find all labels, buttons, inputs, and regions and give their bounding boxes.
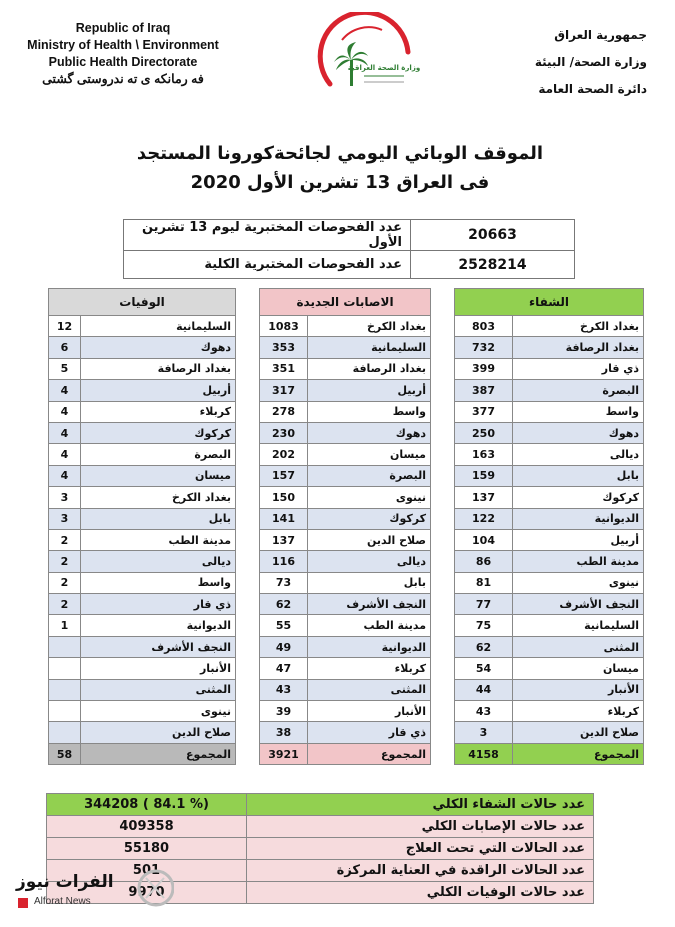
total-value: 4158 [455,743,513,764]
tests-daily-row [124,220,575,251]
row-value [49,722,81,743]
summary-value: 409358 [47,816,247,838]
row-value: 2 [49,529,81,550]
row-value: 4 [49,401,81,422]
row-governorate: صلاح الدين [81,722,236,743]
watermark-english: Alforat News [34,896,91,907]
table-row [455,551,644,572]
row-value: 86 [455,551,513,572]
row-value: 104 [455,529,513,550]
summary-value: 501 [47,860,247,882]
table-row [455,722,644,743]
tests-table [123,219,575,279]
row-value: 6 [49,337,81,358]
new-cases-table [259,288,431,765]
row-value: 38 [260,722,308,743]
logo-text: وزارة الصحة العراقية [347,64,421,72]
row-governorate: كربلاء [81,401,236,422]
table-row [49,701,236,722]
row-value: 3 [49,487,81,508]
row-governorate: بغداد الكرخ [308,316,431,337]
row-value: 44 [455,679,513,700]
header-en-line4: فه رمانكه ى ته ندروستى گشتى [42,72,204,86]
table-row [455,444,644,465]
row-value: 43 [455,701,513,722]
row-value: 3 [49,508,81,529]
row-governorate: بابل [308,572,431,593]
table-row [260,615,431,636]
row-governorate: أربيل [81,380,236,401]
summary-value: 9970 [47,882,247,904]
row-governorate: دهوك [513,422,644,443]
row-governorate: صلاح الدين [513,722,644,743]
table-row [49,487,236,508]
row-value: 4 [49,465,81,486]
table-row [260,701,431,722]
tests-total-value: 2528214 [411,251,575,279]
row-value: 230 [260,422,308,443]
row-governorate: الأنبار [513,679,644,700]
row-value: 75 [455,615,513,636]
row-governorate: ميسان [308,444,431,465]
row-value: 2 [49,594,81,615]
row-value: 2 [49,572,81,593]
total-value: 3921 [260,743,308,764]
tests-daily-value: 20663 [411,220,575,251]
row-governorate: نينوى [513,572,644,593]
row-governorate: السليمانية [308,337,431,358]
summary-label: عدد الحالات التي تحت العلاج [247,838,594,860]
table-row [455,380,644,401]
table-row [260,572,431,593]
page-subtitle: فى العراق 13 تشرين الأول 2020 [190,172,490,193]
summary-label: عدد حالات الإصابات الكلي [247,816,594,838]
row-governorate: واسط [81,572,236,593]
table-row [49,508,236,529]
row-governorate: كربلاء [513,701,644,722]
row-governorate: الديوانية [308,636,431,657]
row-value: 163 [455,444,513,465]
row-governorate: المثنى [513,636,644,657]
row-value: 122 [455,508,513,529]
table-row [49,572,236,593]
table-row [260,487,431,508]
row-value: 202 [260,444,308,465]
table-row [260,316,431,337]
row-value: 250 [455,422,513,443]
table-row [260,422,431,443]
row-governorate: ديالى [513,444,644,465]
row-governorate: ديالى [308,551,431,572]
summary-value: 344208 ( 84.1 %) [47,794,247,816]
table-row [49,422,236,443]
row-value: 73 [260,572,308,593]
total-label: المجموع [81,743,236,764]
table-row [455,679,644,700]
header-ar-line1: جمهورية العراق [554,28,647,42]
table-row [49,444,236,465]
table-row [49,358,236,379]
row-value: 62 [260,594,308,615]
row-governorate: مدينة الطب [81,529,236,550]
row-value: 803 [455,316,513,337]
row-value: 49 [260,636,308,657]
total-row [49,743,236,764]
row-governorate: بغداد الرصافة [513,337,644,358]
row-value: 1 [49,615,81,636]
row-governorate: المثنى [81,679,236,700]
row-governorate: النجف الأشرف [81,636,236,657]
table-row [455,316,644,337]
table-row [455,465,644,486]
row-governorate: الأنبار [81,658,236,679]
row-value: 12 [49,316,81,337]
table-row [455,615,644,636]
row-governorate: مدينة الطب [513,551,644,572]
row-governorate: واسط [308,401,431,422]
table-row [455,358,644,379]
table-row [49,551,236,572]
row-value: 5 [49,358,81,379]
row-value: 141 [260,508,308,529]
row-value: 157 [260,465,308,486]
table-row [455,422,644,443]
table-row [49,401,236,422]
table-row [455,594,644,615]
row-value: 62 [455,636,513,657]
table-row [455,401,644,422]
table-row [260,380,431,401]
row-governorate: ديالى [81,551,236,572]
header-arabic [467,22,647,103]
row-value: 150 [260,487,308,508]
table-row [49,337,236,358]
header-en-line3: Public Health Directorate [48,55,198,69]
summary-label: عدد الحالات الراقدة في العناية المركزة [247,860,594,882]
tests-daily-label: عدد الفحوصات المختبرية ليوم 13 تشرين الأول [124,220,411,251]
deaths-table [48,288,236,765]
table-row [260,401,431,422]
header-ar-line2: وزارة الصحة/ البيئة [534,55,647,69]
table-row [260,594,431,615]
row-value: 81 [455,572,513,593]
row-value: 55 [260,615,308,636]
row-governorate: السليمانية [513,615,644,636]
row-governorate: ذي قار [308,722,431,743]
row-governorate: البصرة [308,465,431,486]
row-governorate: بغداد الرصافة [81,358,236,379]
row-value: 1083 [260,316,308,337]
row-governorate: واسط [513,401,644,422]
tests-total-row [124,251,575,279]
row-governorate: كركوك [308,508,431,529]
table-row [455,529,644,550]
table-row [260,529,431,550]
row-governorate: بابل [513,465,644,486]
row-value: 278 [260,401,308,422]
row-governorate: كربلاء [308,658,431,679]
watermark-arabic: الفرات نيوز [16,872,114,892]
table-row [49,465,236,486]
row-governorate: المثنى [308,679,431,700]
table-row [260,658,431,679]
table-row [49,316,236,337]
summary-row [47,794,594,816]
summary-row [47,816,594,838]
table-row [260,679,431,700]
table-row [455,508,644,529]
row-value: 159 [455,465,513,486]
total-label: المجموع [513,743,644,764]
total-row [455,743,644,764]
recovered-table [454,288,644,765]
row-value: 4 [49,444,81,465]
table-row [260,465,431,486]
table-row [260,722,431,743]
row-value [49,679,81,700]
total-label: المجموع [308,743,431,764]
table-row [455,487,644,508]
header-en-line2: Ministry of Health \ Environment [27,38,219,52]
total-value: 58 [49,743,81,764]
table-row [49,615,236,636]
row-governorate: ميسان [513,658,644,679]
page-title: الموقف الوبائي اليومي لجائحةكورونا المستجد [136,143,544,164]
row-value: 116 [260,551,308,572]
header-ar-line3: دائرة الصحة العامة [538,82,647,96]
row-governorate: النجف الأشرف [513,594,644,615]
row-governorate: كركوك [513,487,644,508]
table-row [49,636,236,657]
row-governorate: كركوك [81,422,236,443]
row-value: 387 [455,380,513,401]
ministry-logo [312,12,422,122]
row-governorate: أربيل [513,529,644,550]
table-row [455,572,644,593]
row-value [49,636,81,657]
summary-label: عدد حالات الوفيات الكلي [247,882,594,904]
row-value: 317 [260,380,308,401]
table-row [260,508,431,529]
row-value [49,701,81,722]
row-value: 137 [260,529,308,550]
table-row [455,636,644,657]
table-row [49,529,236,550]
row-value: 77 [455,594,513,615]
row-governorate: البصرة [81,444,236,465]
table-row [455,701,644,722]
row-governorate: نينوى [308,487,431,508]
deaths-title: الوفيات [49,289,236,316]
row-governorate: بغداد الرصافة [308,358,431,379]
row-value: 732 [455,337,513,358]
row-value: 2 [49,551,81,572]
tests-total-label: عدد الفحوصات المختبرية الكلية [124,251,411,279]
summary-row [47,838,594,860]
row-value: 351 [260,358,308,379]
row-value: 39 [260,701,308,722]
row-governorate: الديوانية [81,615,236,636]
table-row [49,380,236,401]
total-row [260,743,431,764]
row-governorate: بغداد الكرخ [81,487,236,508]
row-governorate: النجف الأشرف [308,594,431,615]
row-governorate: البصرة [513,380,644,401]
row-governorate: دهوك [81,337,236,358]
table-row [49,658,236,679]
row-value: 4 [49,380,81,401]
row-value: 353 [260,337,308,358]
row-governorate: ميسان [81,465,236,486]
summary-label: عدد حالات الشفاء الكلي [247,794,594,816]
summary-value: 55180 [47,838,247,860]
table-row [49,594,236,615]
table-row [260,358,431,379]
row-value: 47 [260,658,308,679]
row-governorate: الأنبار [308,701,431,722]
row-governorate: بابل [81,508,236,529]
table-row [260,551,431,572]
header-en-line1: Republic of Iraq [75,21,171,35]
table-row [260,337,431,358]
recovered-title: الشفاء [455,289,644,316]
row-governorate: بغداد الكرخ [513,316,644,337]
row-value [49,658,81,679]
row-governorate: مدينة الطب [308,615,431,636]
row-value: 399 [455,358,513,379]
row-governorate: الديوانية [513,508,644,529]
row-governorate: دهوك [308,422,431,443]
row-value: 3 [455,722,513,743]
row-value: 377 [455,401,513,422]
row-governorate: نينوى [81,701,236,722]
row-governorate: أربيل [308,380,431,401]
table-row [455,658,644,679]
row-value: 137 [455,487,513,508]
table-row [49,679,236,700]
row-value: 4 [49,422,81,443]
row-value: 54 [455,658,513,679]
row-governorate: صلاح الدين [308,529,431,550]
row-value: 43 [260,679,308,700]
header-english [18,20,228,88]
row-governorate: السليمانية [81,316,236,337]
table-row [260,636,431,657]
table-row [455,337,644,358]
table-row [49,722,236,743]
table-row [260,444,431,465]
row-governorate: ذي قار [513,358,644,379]
row-governorate: ذي قار [81,594,236,615]
new-cases-title: الاصابات الجديدة [260,289,431,316]
